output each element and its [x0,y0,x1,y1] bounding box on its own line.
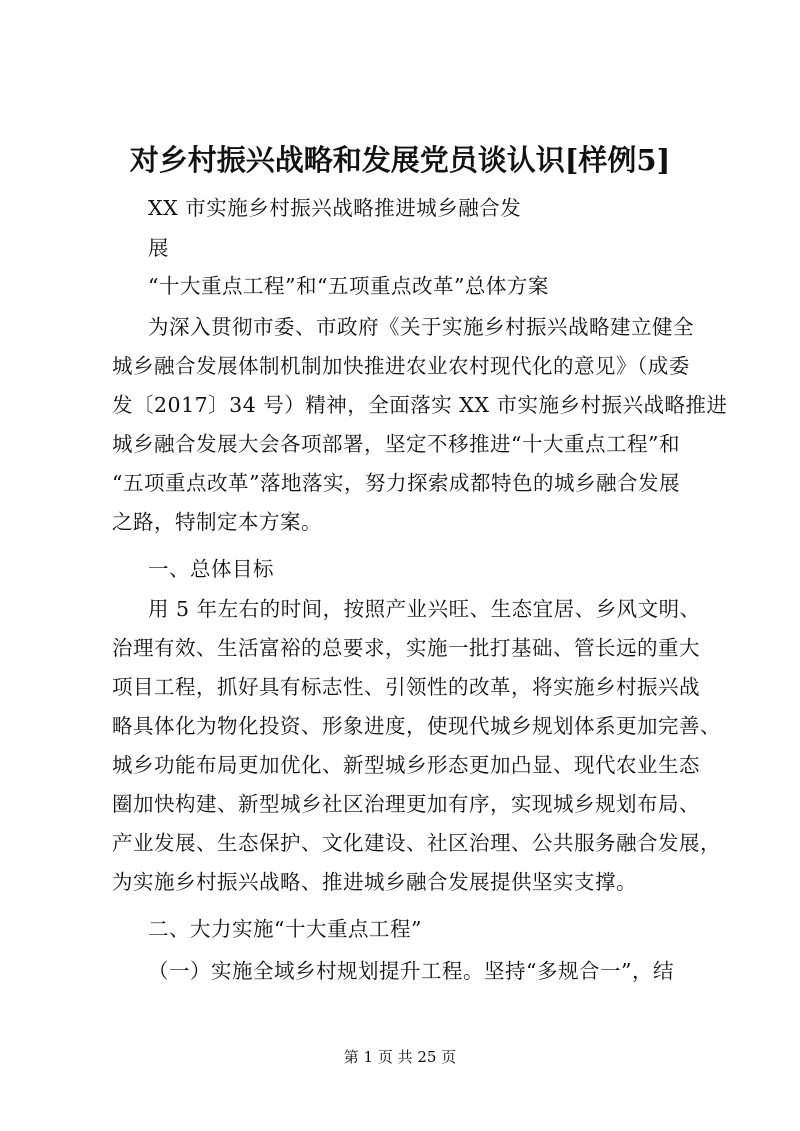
section-1-line: 为实施乡村振兴战略、推进城乡融合发展提供坚实支撑。 [112,870,637,894]
section-1-line: 治理有效、生活富裕的总要求，实施一批打基础、管长远的重大 [112,636,700,660]
intro-line: “五项重点改革”落地落实，努力探索成都特色的城乡融合发展 [112,471,680,495]
section-1-heading: 一、总体目标 [148,557,274,581]
subtitle-line-2: 展 [148,236,169,260]
intro-line: 发〔2017〕34 号）精神，全面落实 XX 市实施乡村振兴战略推进 [112,393,728,417]
intro-line: 之路，特制定本方案。 [112,510,322,534]
intro-line: 城乡融合发展体制机制加快推进农业农村现代化的意见》（成委 [112,354,690,378]
section-1-line: 用 5 年左右的时间，按照产业兴旺、生态宜居、乡风文明、 [148,597,701,621]
page-footer: 第 1 页 共 25 页 [343,1048,457,1066]
section-1-line: 产业发展、生态保护、文化建设、社区治理、公共服务融合发展， [112,831,721,855]
section-2-heading: 二、大力实施“十大重点工程” [148,917,422,941]
section-1-line: 项目工程，抓好具有标志性、引领性的改革，将实施乡村振兴战 [112,675,700,699]
intro-line: 城乡融合发展大会各项部署，坚定不移推进“十大重点工程”和 [112,432,680,456]
plan-title: “十大重点工程”和“五项重点改革”总体方案 [148,274,549,298]
section-1-line: 城乡功能布局更加优化、新型城乡形态更加凸显、现代农业生态 [112,753,700,777]
section-2-item-1: （一）实施全域乡村规划提升工程。坚持“多规合一”，结 [148,959,674,983]
subtitle-line-1: XX 市实施乡村振兴战略推进城乡融合发 [148,196,522,220]
section-1-line: 圈加快构建、新型城乡社区治理更加有序，实现城乡规划布局、 [112,792,700,816]
document-title: 对乡村振兴战略和发展党员谈认识[样例5] [129,143,671,177]
intro-line: 为深入贯彻市委、市政府《关于实施乡村振兴战略建立健全 [148,315,694,339]
section-1-line: 略具体化为物化投资、形象进度，使现代城乡规划体系更加完善、 [112,714,721,738]
